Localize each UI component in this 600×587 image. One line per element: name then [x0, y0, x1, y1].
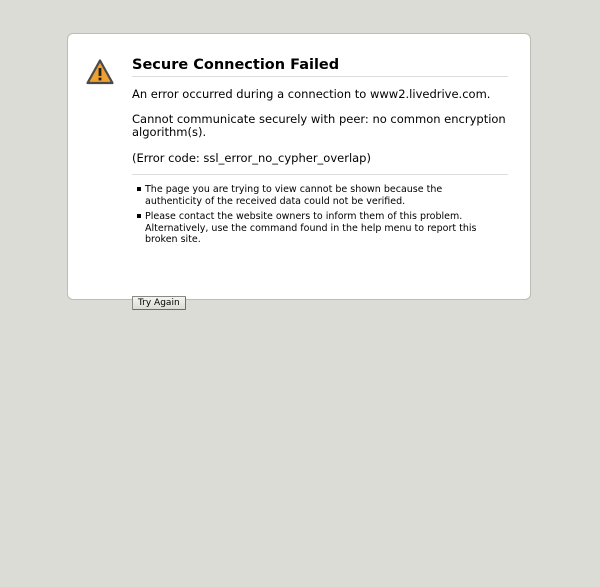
advice-text: Please contact the website owners to inform them of this problem. Alternatively, use the command found in the help menu to report this broken site. — [145, 211, 477, 245]
warning-triangle-icon — [86, 59, 114, 85]
divider — [132, 174, 508, 175]
page-title: Secure Connection Failed — [132, 56, 508, 77]
advice-item — [145, 211, 495, 246]
error-code: (Error code: ssl_error_no_cypher_overlap) — [132, 151, 371, 165]
error-card — [67, 33, 531, 308]
error-short-description: An error occurred during a connection to www2.livedrive.com. — [132, 87, 491, 101]
advice-list — [132, 184, 495, 246]
advice-text: The page you are trying to view cannot be shown because the authenticity of the received data could not be verified. — [145, 184, 443, 207]
bullet-icon — [137, 214, 141, 218]
error-content — [132, 56, 508, 308]
error-long-description: Cannot communicate securely with peer: no common encryption algorithm(s). — [132, 112, 506, 139]
advice-item — [145, 184, 495, 207]
try-again-button[interactable]: Try Again — [132, 296, 186, 310]
bullet-icon — [137, 187, 141, 191]
